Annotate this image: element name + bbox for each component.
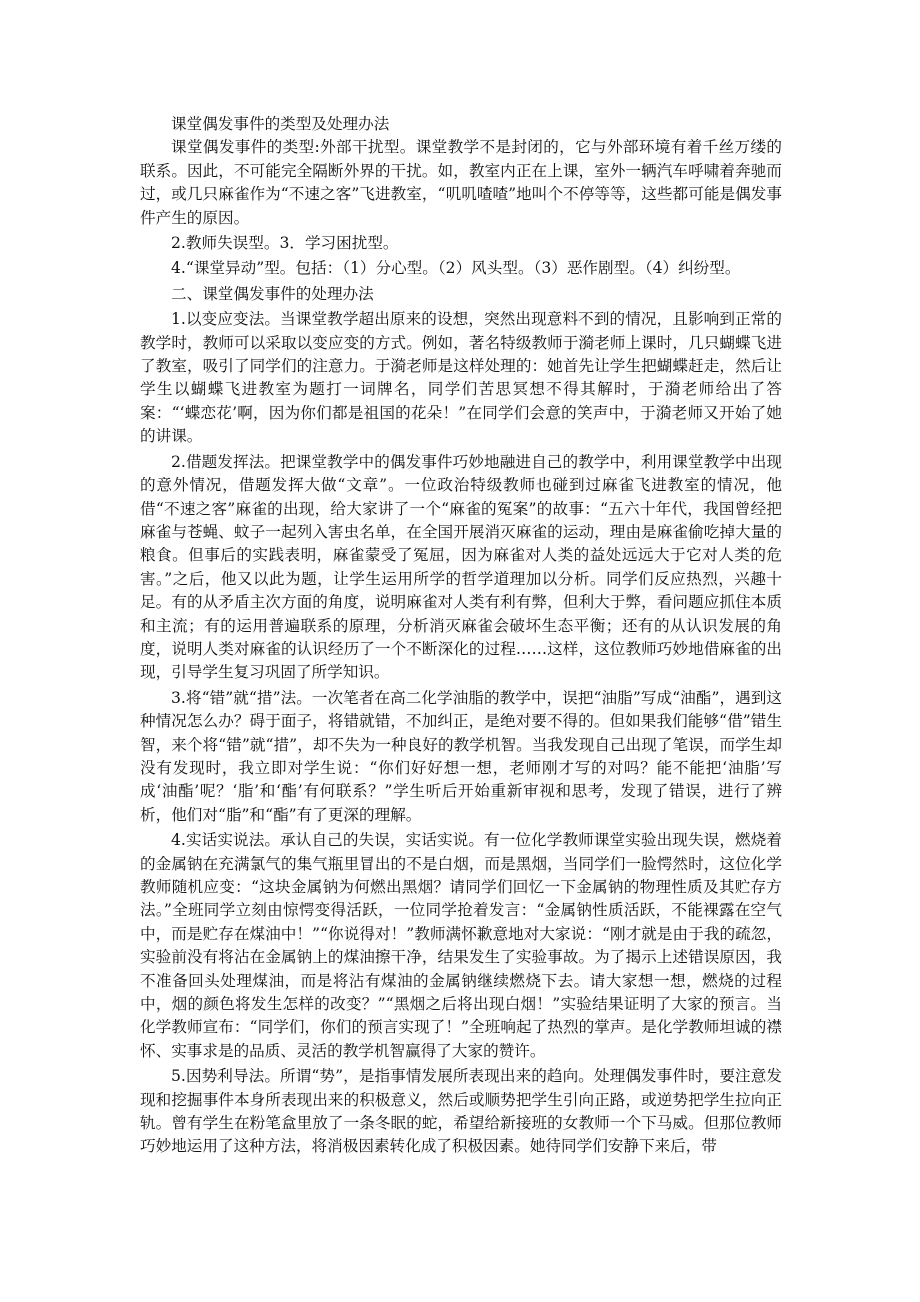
paragraph-intro-external-interference: 课堂偶发事件的类型:外部干扰型。课堂教学不是封闭的，它与外部环境有着千丝万缕的联系。因此，不可能完全隔断外界的干扰。如，教室内正在上课，室外一辆汽车呼啸着奔驰而过，或几只麻雀作为“不速之客”飞进教室，“叽叽喳喳”地叫个不停等等，这些都可能是偶发事件产生的原因。 — [140, 138, 782, 227]
paragraph-method-honesty: 4.实话实说法。承认自己的失误，实话实说。有一位化学教师课堂实验出现失误，燃烧着的金属钠在充满氯气的集气瓶里冒出的不是白烟，而是黑烟，当同学们一脸愕然时，这位化学教师随机应变：“这块金属钠为何燃出黑烟？请同学们回忆一下金属钠的物理性质及其贮存方法。”全班同学立刻由惊愕变得活跃，一位同学抢着发言：“金属钠性质活跃，不能裸露在空气中，而是贮存在煤油中！”“你说得对！”教师满怀歉意地对大家说：“刚才就是由于我的疏忽，实验前没有将沾在金属钠上的煤油擦干净，结果发生了实验事故。为了揭示上述错误原因，我不准备回头处理煤油，而是将沾有煤油的金属钠继续燃烧下去。请大家想一想，燃烧的过程中，烟的颜色将发生怎样的改变？”“黑烟之后将出现白烟！”实验结果证明了大家的预言。当化学教师宣布：“同学们，你们的预言实现了！”全班响起了热烈的掌声。是化学教师坦诚的襟怀、实事求是的品质、灵活的教学机智赢得了大家的赞许。 — [140, 831, 782, 1060]
document-title: 课堂偶发事件的类型及处理办法 — [171, 115, 390, 133]
paragraph-method-adapt: 1.以变应变法。当课堂教学超出原来的设想，突然出现意料不到的情况，且影响到正常的教学时，教师可以采取以变应变的方式。例如，著名特级教师于漪老师上课时，几只蝴蝶飞进了教室，吸引了同学们的注意力。于漪老师是这样处理的：她首先让学生把蝴蝶赶走，然后让学生以蝴蝶飞进教室为题打一词牌名，同学们苦思冥想不得其解时，于漪老师给出了答案：“‘蝶恋花’啊，因为你们都是祖国的花朵！”在同学们会意的笑声中，于漪老师又开始了她的讲课。 — [140, 310, 782, 446]
paragraph-method-guide-by-trend: 5.因势利导法。所谓“势”，是指事情发展所表现出来的趋向。处理偶发事件时，要注意发现和挖掘事件本身所表现出来的积极意义，然后或顺势把学生引向正路，或逆势把学生拉向正轨。曾有学生在粉笔盒里放了一条冬眠的蛇，希望给新接班的女教师一个下马威。但那位教师巧妙地运用了这种方法，将消极因素转化成了积极因素。她待同学们安静下来后，带 — [140, 1067, 782, 1156]
paragraph-method-error-to-measure: 3.将“错”就“措”法。一次笔者在高二化学油脂的教学中，误把“油脂”写成“油酯”，遇到这种情况怎么办？碍于面子，将错就错，不加纠正，是绝对要不得的。但如果我们能够“借”错生智，来个将“错”就“措”，却不失为一种良好的教学机智。当我发现自己出现了笔误，而学生却没有发现时，我立即对学生说：“你们好好想一想，老师刚才写的对吗？能不能把‘油脂’写成‘油酯’呢？‘脂’和‘酯’有何联系？”学生听后开始重新审视和思考，发现了错误，进行了辨析，他们对“脂”和“酯”有了更深的理解。 — [140, 688, 782, 824]
paragraph-classroom-disturbance-type: 4.“课堂异动”型。包括：（1）分心型。（2）风头型。（3）恶作剧型。（4）纠纷型。 — [171, 259, 741, 278]
paragraph-method-borrow-topic: 2.借题发挥法。把课堂教学中的偶发事件巧妙地融进自己的教学中，利用课堂教学中出现的意外情况，借题发挥大做“文章”。一位政治特级教师也碰到过麻雀飞进教室的情况，他借“不速之客”麻雀的出现，给大家讲了一个“麻雀的冤案”的故事：“五六十年代，我国曾经把麻雀与苍蝇、蚊子一起列入害虫名单，在全国开展消灭麻雀的运动，理由是麻雀偷吃掉大量的粮食。但事后的实践表明，麻雀蒙受了冤屈，因为麻雀对人类的益处远远大于它对人类的危害。”之后，他又以此为题，让学生运用所学的哲学道理加以分析。同学们反应热烈，兴趣十足。有的从矛盾主次方面的角度，说明麻雀对人类有利有弊，但利大于弊，看问题应抓住本质和主流；有的运用普遍联系的原理，分析消灭麻雀会破坏生态平衡；还有的从认识发展的角度，说明人类对麻雀的认识经历了一个不断深化的过程……这样，这位教师巧妙地借麻雀的出现，引导学生复习巩固了所学知识。 — [140, 452, 782, 682]
section-heading-handling-methods: 二、课堂偶发事件的处理办法 — [171, 284, 374, 303]
paragraph-teacher-error-type: 2.教师失误型。3．学习困扰型。 — [171, 234, 399, 253]
document-body — [140, 113, 782, 1159]
